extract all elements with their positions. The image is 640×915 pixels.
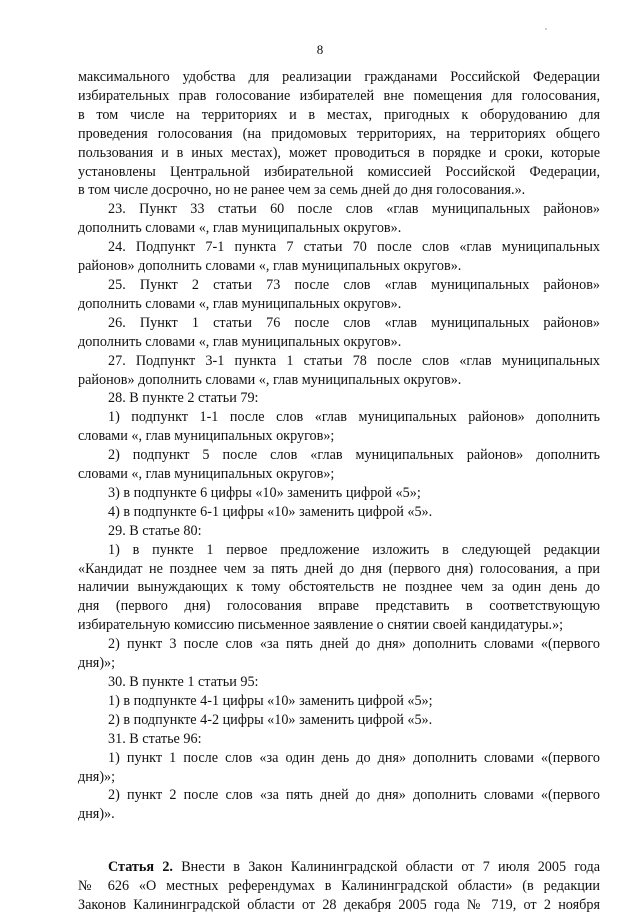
item-28 [78, 389, 600, 408]
item-24 [78, 238, 600, 276]
item-continuation: дополнить словами «, глав муниципальных округов». [78, 220, 402, 237]
item-continuation: словами «, глав муниципальных округов»; [78, 428, 335, 445]
text-line: № 626 «О местных референдумах в Калининградской области» (в редакции [78, 878, 600, 895]
item-31-1 [78, 749, 600, 787]
item-first-line: 4) в подпункте 6-1 цифры «10» заменить цифрой «5». [108, 503, 433, 520]
item-first-line: 1) подпункт 1-1 после слов «глав муниципальных районов» дополнить [108, 409, 600, 426]
document-body [78, 68, 600, 915]
intro-paragraph [78, 68, 600, 200]
item-first-line: 27. Подпункт 3-1 пункта 1 статьи 78 после слов «глав муниципальных [108, 352, 600, 369]
text-line: дня (первого дня) голосования вправе представить в соответствующую [78, 598, 600, 615]
item-first-line: 28. В пункте 2 статьи 79: [108, 390, 259, 407]
item-continuation: дня)». [78, 806, 115, 823]
item-first-line: 25. Пункт 2 статьи 73 после слов «глав муниципальных районов» [108, 276, 600, 293]
item-first-line: 2) подпункт 5 после слов «глав муниципальных районов» дополнить [108, 447, 600, 464]
item-first-line: 2) пункт 3 после слов «за пять дней до дня» дополнить словами «(первого [108, 636, 600, 653]
item-continuation: дополнить словами «, глав муниципальных округов». [78, 333, 402, 350]
text-line: избирательных прав голосование избирателей вне помещения для голосования, [78, 87, 600, 104]
item-28-1 [78, 408, 600, 446]
item-continuation: дополнить словами «, глав муниципальных округов». [78, 295, 402, 312]
text-line: пользования и в иных местах), может проводиться в порядке и сроки, которые [78, 144, 600, 161]
item-first-line: 24. Подпункт 7-1 пункта 7 статьи 70 после слов «глав муниципальных [108, 239, 600, 256]
text-line: «Кандидат не позднее чем за пять дней до дня (первого дня) голосования, а при [78, 560, 600, 577]
item-28-3 [78, 484, 600, 503]
text-line: установлены Центральной избирательной комиссией Российской Федерации, [78, 163, 600, 180]
item-first-line: 30. В пункте 1 статьи 95: [108, 674, 259, 690]
item-continuation: словами «, глав муниципальных округов»; [78, 466, 335, 483]
article-lead: Внести в Закон Калининградской области от 7 июля 2005 года [172, 859, 600, 876]
item-28-4 [78, 503, 600, 522]
item-31-2 [78, 786, 600, 824]
item-first-line: 3) в подпункте 6 цифры «10» заменить цифрой «5»; [108, 484, 421, 501]
item-29-1 [78, 541, 600, 636]
item-first-line: 31. В статье 96: [108, 730, 202, 747]
item-first-line: 29. В статье 80: [108, 522, 202, 539]
item-31 [78, 730, 600, 749]
text-line: Законов Калининградской области от 28 декабря 2005 года № 719, от 2 ноября [78, 897, 600, 914]
scan-speck [545, 28, 547, 30]
text-line: 1) в пункте 1 первое предложение изложить в следующей редакции [108, 541, 600, 558]
item-27 [78, 352, 600, 390]
page-number: 8 [316, 42, 324, 57]
item-23 [78, 200, 600, 238]
item-first-line: 1) в подпункте 4-1 цифры «10» заменить цифрой «5»; [108, 692, 433, 709]
item-30-2 [78, 711, 600, 730]
text-line: максимального удобства для реализации гражданами Российской Федерации [78, 69, 600, 85]
item-29-2 [78, 635, 600, 673]
item-30-1 [78, 692, 600, 711]
item-continuation: дня)»; [78, 655, 116, 672]
text-line: избирательную комиссию письменное заявление о снятии своей кандидатуры.»; [78, 617, 564, 634]
item-29 [78, 522, 600, 541]
item-continuation: районов» дополнить словами «, глав муниципальных округов». [78, 258, 462, 275]
item-continuation: дня)»; [78, 768, 116, 785]
item-25 [78, 276, 600, 314]
item-30 [78, 673, 600, 692]
item-26 [78, 314, 600, 352]
item-28-2 [78, 446, 600, 484]
item-first-line: 1) пункт 1 после слов «за один день до дня» дополнить словами «(первого [108, 749, 600, 766]
article-2 [78, 858, 600, 915]
item-first-line: 23. Пункт 33 статьи 60 после слов «глав муниципальных районов» [108, 201, 600, 218]
item-first-line: 2) пункт 2 после слов «за пять дней до дня» дополнить словами «(первого [108, 787, 600, 804]
text-line: в том числе досрочно, но не ранее чем за семь дней до дня голосования.». [78, 182, 526, 199]
item-first-line: 2) в подпункте 4-2 цифры «10» заменить цифрой «5». [108, 711, 433, 728]
text-line: в том числе на территориях и в местах, пригодных к оборудованию для [78, 106, 600, 123]
item-continuation: районов» дополнить словами «, глав муниципальных округов». [78, 371, 462, 388]
text-line: проведения голосования (на придомовых территориях, на территориях общего [78, 125, 600, 142]
article-first-line [78, 858, 600, 877]
item-first-line: 26. Пункт 1 статьи 76 после слов «глав муниципальных районов» [108, 314, 600, 331]
article-heading: Статья 2. [108, 859, 173, 876]
text-line: наличии вынуждающих к тому обстоятельств не позднее чем за один день до [78, 579, 600, 596]
